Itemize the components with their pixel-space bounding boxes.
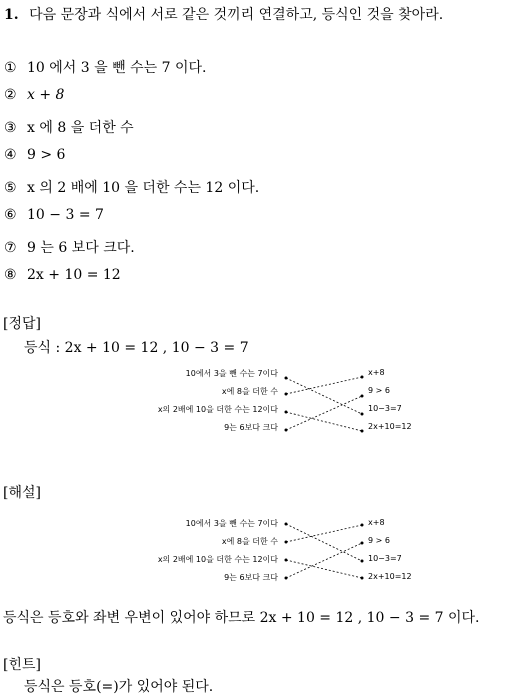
connector-line <box>286 412 362 431</box>
connector-line <box>286 378 362 414</box>
item-mark: ③ <box>4 120 17 136</box>
diagram-left-label: x의 2배에 10을 더한 수는 12이다 <box>157 555 278 564</box>
hint-text: 등식은 등호(=)가 있어야 된다. <box>24 679 214 695</box>
diagram-left-label: x에 8을 더한 수 <box>221 387 278 396</box>
item-mark: ⑤ <box>4 180 17 196</box>
connector-dot <box>285 393 288 396</box>
item-mark: ① <box>4 60 17 76</box>
explanation-heading: [해설] <box>3 485 41 501</box>
diagram-right-label: x+8 <box>368 518 385 527</box>
connector-line <box>286 396 362 430</box>
diagram-right-label: 2x+10=12 <box>368 422 412 431</box>
connector-dot <box>285 411 288 414</box>
connector-line <box>286 525 362 542</box>
diagram-left-label: 10에서 3을 뺀 수는 7이다 <box>185 369 278 378</box>
connector-dot <box>285 559 288 562</box>
item-text: x 에 8 을 더한 수 <box>27 120 134 136</box>
connector-dot <box>361 413 364 416</box>
connector-line <box>286 543 362 578</box>
connector-dot <box>285 523 288 526</box>
connector-dot <box>285 577 288 580</box>
question-number: 1. <box>4 7 19 23</box>
item-text: 9 는 6 보다 크다. <box>27 240 135 256</box>
item-mark: ④ <box>4 147 17 163</box>
diagram-left-label: 9는 6보다 크다 <box>224 573 278 582</box>
item-text: 2x + 10 = 12 <box>27 267 121 283</box>
hint-heading: [힌트] <box>3 657 41 673</box>
connector-dot <box>361 376 364 379</box>
diagram-right-label: 10−3=7 <box>368 554 402 563</box>
diagram-left-label: x에 8을 더한 수 <box>221 537 278 546</box>
connector-dot <box>361 524 364 527</box>
connector-line <box>286 524 362 561</box>
diagram-right-label: 10−3=7 <box>368 404 402 413</box>
diagram-right-label: 2x+10=12 <box>368 572 412 581</box>
item-text: 10 에서 3 을 뺀 수는 7 이다. <box>27 60 207 76</box>
item-mark: ② <box>4 87 17 103</box>
answer-text: 등식 : 2x + 10 = 12 , 10 − 3 = 7 <box>24 340 249 356</box>
connector-dot <box>361 542 364 545</box>
item-text: 9 > 6 <box>27 147 66 163</box>
connector-dot <box>361 560 364 563</box>
connector-dot <box>361 430 364 433</box>
item-text: x 의 2 배에 10 을 더한 수는 12 이다. <box>27 180 260 196</box>
connector-dot <box>285 429 288 432</box>
item-mark: ⑦ <box>4 240 17 256</box>
item-mark: ⑥ <box>4 207 17 223</box>
item-text: x + 8 <box>27 87 65 103</box>
diagram-right-label: 9 > 6 <box>368 536 390 545</box>
connector-dot <box>361 577 364 580</box>
connector-dot <box>285 377 288 380</box>
connector-dot <box>361 395 364 398</box>
diagram-left-label: 10에서 3을 뺀 수는 7이다 <box>185 519 278 528</box>
diagram-left-label: 9는 6보다 크다 <box>224 423 278 432</box>
diagram-left-label: x의 2배에 10을 더한 수는 12이다 <box>157 405 278 414</box>
connector-line <box>286 377 362 394</box>
diagram-right-label: x+8 <box>368 368 385 377</box>
item-mark: ⑧ <box>4 267 17 283</box>
diagram-right-label: 9 > 6 <box>368 386 390 395</box>
connector-dot <box>285 541 288 544</box>
explanation-text: 등식은 등호와 좌변 우변이 있어야 하므로 2x + 10 = 12 , 10 − 3 = 7 이다. <box>3 610 480 626</box>
item-text: 10 − 3 = 7 <box>27 207 104 223</box>
connector-line <box>286 560 362 578</box>
question-text: 다음 문장과 식에서 서로 같은 것끼리 연결하고, 등식인 것을 찾아라. <box>29 7 444 23</box>
answer-heading: [정답] <box>3 316 41 332</box>
